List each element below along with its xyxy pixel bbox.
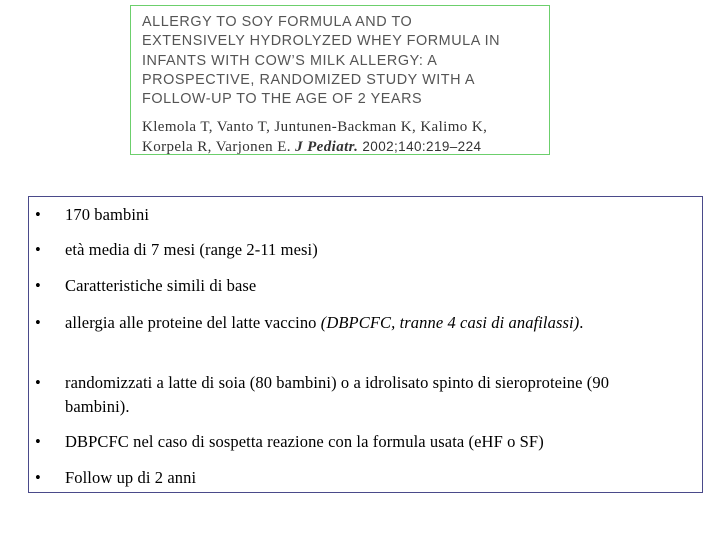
bullet-marker: • bbox=[35, 313, 41, 332]
bullet-marker: • bbox=[35, 205, 41, 224]
volume-pages: 2002;140:219–224 bbox=[362, 139, 482, 155]
article-title-line: PROSPECTIVE, RANDOMIZED STUDY WITH A bbox=[142, 71, 475, 88]
article-reference bbox=[142, 117, 539, 157]
article-title-line: ALLERGY TO SOY FORMULA AND TO bbox=[142, 14, 413, 30]
bullet-text: età media di 7 mesi (range 2-11 mesi) bbox=[65, 240, 318, 259]
bullet-text: Follow up di 2 anni bbox=[65, 468, 197, 487]
article-title bbox=[142, 13, 539, 109]
bullet-text: 170 bambini bbox=[65, 205, 150, 224]
bullet-marker: • bbox=[35, 468, 41, 487]
bullet-text-italic: (DBPCFC, tranne 4 casi di anafilassi) bbox=[320, 313, 580, 332]
article-title-line: EXTENSIVELY HYDROLYZED WHEY FORMULA IN bbox=[142, 33, 501, 50]
bullet-marker: • bbox=[35, 276, 41, 295]
authors-journal-line bbox=[142, 137, 539, 157]
bullet-text: randomizzati a latte di soia (80 bambini) o a idrolisato spinto di sieroproteine (90 bambini). bbox=[65, 373, 610, 416]
bullet-text-suffix: . bbox=[579, 313, 584, 332]
journal-name: J Pediatr. bbox=[295, 139, 359, 156]
bullet-marker: • bbox=[35, 240, 41, 259]
authors-line: Klemola T, Vanto T, Juntunen-Backman K, Kalimo K, bbox=[142, 119, 488, 136]
bullet-text-plain: allergia alle proteine del latte vaccino bbox=[65, 313, 321, 332]
bullet-marker: • bbox=[35, 373, 41, 392]
bullet-text: Caratteristiche simili di base bbox=[65, 276, 257, 295]
bullet-marker: • bbox=[35, 432, 41, 451]
bullet-text: DBPCFC nel caso di sospetta reazione con la formula usata (eHF o SF) bbox=[65, 432, 544, 451]
bullet-box bbox=[28, 196, 703, 493]
authors-line: Korpela R, Varjonen E. bbox=[142, 139, 291, 156]
article-title-line: FOLLOW-UP TO THE AGE OF 2 YEARS bbox=[142, 91, 423, 108]
bullet-text bbox=[65, 311, 675, 335]
citation-box bbox=[130, 5, 550, 155]
article-title-line: INFANTS WITH COW’S MILK ALLERGY: A bbox=[142, 52, 438, 69]
